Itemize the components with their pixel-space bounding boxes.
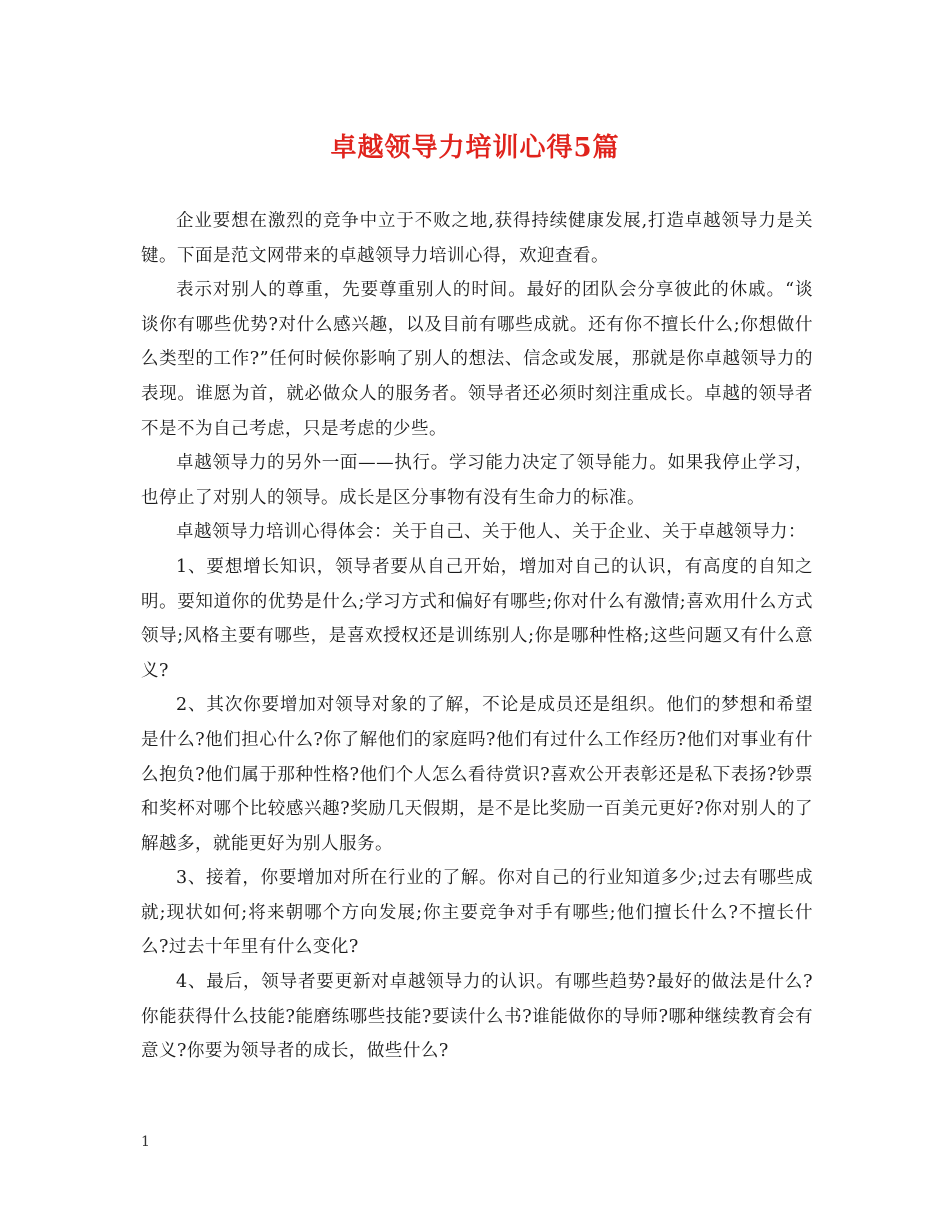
page-number: 1: [141, 1134, 150, 1150]
paragraph-execution: 卓越领导力的另外一面——执行。学习能力决定了领导能力。如果我停止学习，也停止了对别人的领导。成长是区分事物有没有生命力的标准。: [141, 453, 813, 508]
paragraph-intro: 企业要想在激烈的竞争中立于不败之地,获得持续健康发展,打造卓越领导力是关键。下面是范文网带来的卓越领导力培训心得，欢迎查看。: [141, 211, 813, 266]
paragraph-summary-heading: 卓越领导力培训心得体会：关于自己、关于他人、关于企业、关于卓越领导力：: [176, 522, 806, 543]
document-body: [141, 204, 813, 1069]
paragraph-point-1: 1、要想增长知识，领导者要从自己开始，增加对自己的认识，有高度的自知之明。要知道你的优势是什么;学习方式和偏好有哪些;你对什么有激情;喜欢用什么方式领导;风格主要有哪些，是喜欢授权还是训练别人;你是哪种性格;这些问题又有什么意义?: [141, 556, 813, 681]
paragraph-point-2: 2、其次你要增加对领导对象的了解，不论是成员还是组织。他们的梦想和希望是什么?他们担心什么?你了解他们的家庭吗?他们有过什么工作经历?他们对事业有什么抱负?他们属于那种性格?他们个人怎么看待赏识?喜欢公开表彰还是私下表扬?钞票和奖杯对哪个比较感兴趣?奖励几天假期，是不是比奖励一百美元更好?你对别人的了解越多，就能更好为别人服务。: [141, 695, 813, 854]
document-title: 卓越领导力培训心得5篇: [330, 133, 620, 163]
paragraph-point-3: 3、接着，你要增加对所在行业的了解。你对自己的行业知道多少;过去有哪些成就;现状如何;将来朝哪个方向发展;你主要竞争对手有哪些;他们擅长什么?不擅长什么?过去十年里有什么变化?: [141, 868, 813, 958]
paragraph-respect: 表示对别人的尊重，先要尊重别人的时间。最好的团队会分享彼此的休戚。“谈谈你有哪些优势?对什么感兴趣，以及目前有哪些成就。还有你不擅长什么;你想做什么类型的工作?”任何时候你影响了别人的想法、信念或发展，那就是你卓越领导力的表现。谁愿为首，就必做众人的服务者。领导者还必须时刻注重成长。卓越的领导者不是不为自己考虑，只是考虑的少些。: [141, 280, 813, 439]
paragraph-point-4: 4、最后，领导者要更新对卓越领导力的认识。有哪些趋势?最好的做法是什么?你能获得什么技能?能磨练哪些技能?要读什么书?谁能做你的导师?哪种继续教育会有意义?你要为领导者的成长，做些什么?: [141, 972, 813, 1062]
